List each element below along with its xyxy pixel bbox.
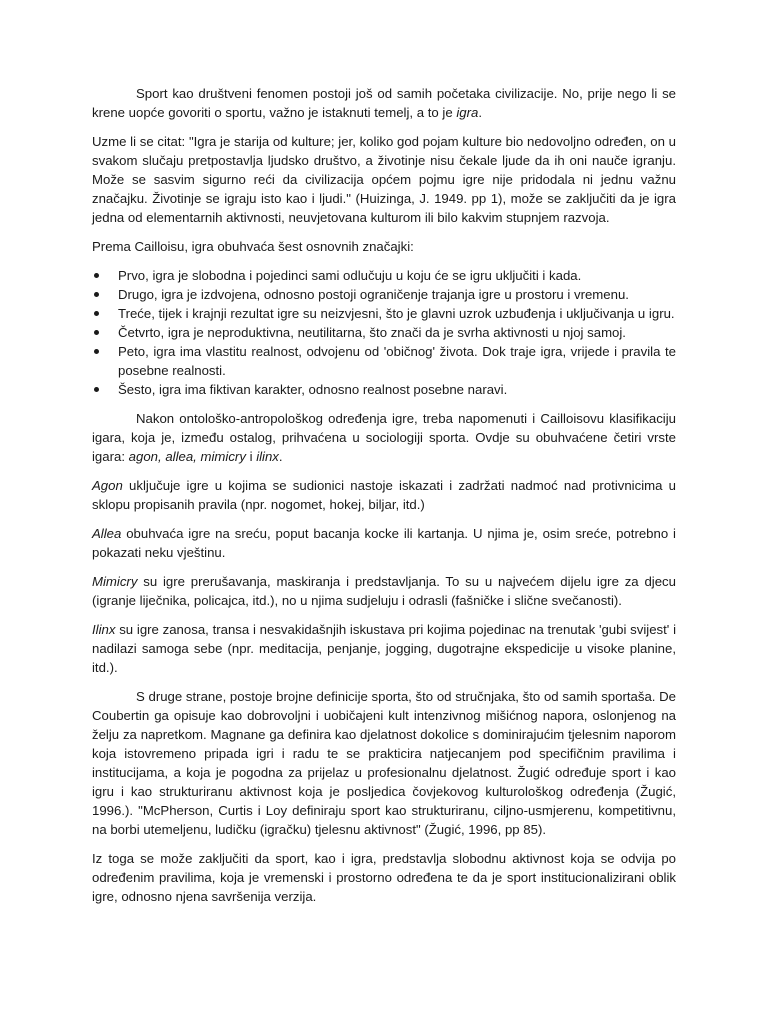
paragraph-conclusion: Iz toga se može zaključiti da sport, kao i igra, predstavlja slobodnu aktivnost koja se odvija po određenim pravilima, koja je vremenski i prostorno određena te da je sport institucionalizirani oblik igre, odnosno njena savršenija verzija. xyxy=(92,851,676,904)
paragraph-ilinx-text: su igre zanosa, transa i nesvakidašnjih iskustava pri kojima pojedinac na trenutak 'gubi svijest' i nadilazi samoga sebe (npr. meditacija, penjanje, jogging, dugotrajne ekspedicije u visoke planine, itd.). xyxy=(92,622,676,675)
paragraph-mimicry xyxy=(92,572,676,610)
term-allea: Allea xyxy=(92,526,122,541)
list-item-text: Peto, igra ima vlastitu realnost, odvojenu od 'običnog' života. Dok traje igra, vrijede i pravila te posebne realnosti. xyxy=(118,344,676,378)
bullet-icon xyxy=(94,330,99,335)
term-game-types: agon, allea, mimicry xyxy=(128,449,246,464)
paragraph-agon-text: uključuje igre u kojima se sudionici nastoje iskazati i zadržati nadmoć nad protivnicima u sklopu propisanih pravila (npr. nogomet, hokej, biljar, itd.) xyxy=(92,478,676,512)
paragraph-intro-text: Sport kao društveni fenomen postoji još od samih početaka civilizacije. No, prije nego li se krene uopće govoriti o sportu, važno je istaknuti temelj, a to je xyxy=(92,86,676,120)
list-item-text: Četvrto, igra je neproduktivna, neutilitarna, što znači da je svrha aktivnosti u njoj samoj. xyxy=(118,325,626,340)
paragraph-intro-end: . xyxy=(478,105,482,120)
document-page xyxy=(92,84,676,916)
list-item-text: Drugo, igra je izdvojena, odnosno postoji ograničenje trajanja igre u prostoru i vremenu. xyxy=(118,287,629,302)
bullet-icon xyxy=(94,349,99,354)
list-item-text: Prvo, igra je slobodna i pojedinci sami odlučuju u koju će se igru uključiti i kada. xyxy=(118,268,582,283)
paragraph-classification-end: . xyxy=(278,449,283,464)
paragraph-mimicry-text: su igre prerušavanja, maskiranja i predstavljanja. To su u najvećem dijelu igre za djecu (igranje liječnika, policajca, itd.), no u njima sudjeluju i odrasli (fašničke i slične svečanosti). xyxy=(92,574,676,608)
conjunction-text: i xyxy=(245,449,257,464)
list-item xyxy=(92,285,676,304)
list-item xyxy=(92,304,676,323)
term-igra: igra xyxy=(456,105,479,120)
paragraph-sport-definitions: S druge strane, postoje brojne definicije sporta, što od stručnjaka, što od samih sportaša. De Coubertin ga opisuje kao dobrovoljni i uobičajeni kult intenzivnog mišićnog napora, oslonjenog na želju za napretkom. Magnane ga definira kao djelatnost dokolice s dominirajućim tjelesnim naporom koja istovremeno pripada igri i radu te se prakticira natjecanjem pod specifičnim pravilima i institucijama, a koja je pogodna za prijelaz u profesionalnu djelatnost. Žugić određuje sport i kao igru i kao strukturiranu aktivnost koja je posljedica čovjekovog kulturološkog određenja (Žugić, 1996.). "McPherson, Curtis i Loy definiraju sport kao strukturiranu, ciljno-usmjerenu, kompetitivnu, na borbi utemeljenu, ludičku (igračku) tjelesnu aktivnost" (Žugić, 1996, pp 85). xyxy=(92,689,676,837)
paragraph-ilinx xyxy=(92,620,676,677)
list-item xyxy=(92,380,676,399)
paragraph-intro xyxy=(92,84,676,122)
paragraph-agon xyxy=(92,476,676,514)
list-item-text: Treće, tijek i krajnji rezultat igre su neizvjesni, što je glavni uzrok uzbuđenja i uključivanja u igru. xyxy=(118,306,675,321)
list-item xyxy=(92,323,676,342)
term-ilinx: ilinx xyxy=(256,449,279,464)
term-mimicry: Mimicry xyxy=(92,574,138,589)
paragraph-classification-text: Nakon ontološko-antropološkog određenja igre, treba napomenuti i Cailloisovu klasifikaciju igara, koja je, između ostalog, prihvaćena u sociologiji sporta. Ovdje su obuhvaćene četiri vrste igara: xyxy=(92,411,676,464)
term-ilinx-heading: Ilinx xyxy=(92,622,116,637)
bullet-icon xyxy=(94,292,99,297)
caillois-characteristics-list xyxy=(92,266,676,399)
paragraph-caillois-intro: Prema Cailloisu, igra obuhvaća šest osnovnih značajki: xyxy=(92,239,414,254)
list-item-text: Šesto, igra ima fiktivan karakter, odnosno realnost posebne naravi. xyxy=(118,382,508,397)
list-item xyxy=(92,342,676,380)
paragraph-allea-text: obuhvaća igre na sreću, poput bacanja kocke ili kartanja. U njima je, osim sreće, potrebno i pokazati neku vještinu. xyxy=(92,526,676,560)
term-agon: Agon xyxy=(92,478,123,493)
list-item xyxy=(92,266,676,285)
paragraph-huizinga-quote: Uzme li se citat: "Igra je starija od kulture; jer, koliko god pojam kulture bio nedovoljno određen, on u svakom slučaju pretpostavlja ljudsko društvo, a životinje nisu čekale ljude da ih oni nauče igranju. Može se sasvim sigurno reći da civilizacija općem pojmu igre nije pridodala ni jednu važnu značajku. Životinje se igraju isto kao i ljudi." (Huizinga, J. 1949. pp 1), može se zaključiti da je igra jedna od elementarnih aktivnosti, neuvjetovana kulturom ili bilo kakvim stupnjem razvoja. xyxy=(92,134,676,225)
bullet-icon xyxy=(94,273,99,278)
paragraph-allea xyxy=(92,524,676,562)
bullet-icon xyxy=(94,387,99,392)
paragraph-classification xyxy=(92,409,676,466)
bullet-icon xyxy=(94,311,99,316)
